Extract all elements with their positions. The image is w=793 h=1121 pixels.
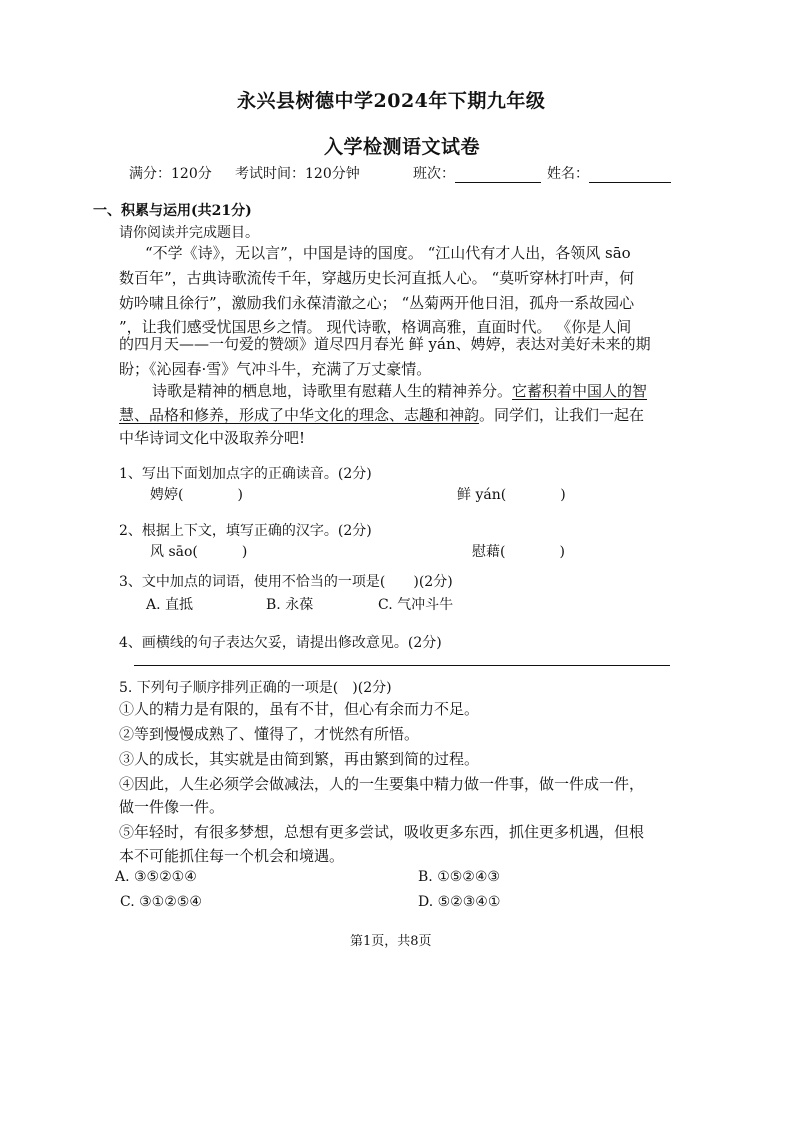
full-score: 满分：120分 bbox=[129, 166, 212, 182]
section-instruction: 请你阅读并完成题目。 bbox=[119, 225, 259, 241]
class-label: 班次： bbox=[413, 166, 455, 182]
q5-sentence-3: ③人的成长，其实就是由简到繁，再由繁到简的过程。 bbox=[119, 750, 480, 768]
underlined-sentence: 慧、品格和修养，形成了中华文化的理念、志趣和神韵 bbox=[119, 406, 480, 424]
q2-item-a: 风 sāo( ) bbox=[150, 544, 248, 560]
passage-line: 数百年”，古典诗歌流传千年，穿越历史长河直抵人心。 “莫听穿林打叶声，何 bbox=[119, 269, 635, 287]
q4-answer-line[interactable] bbox=[134, 665, 670, 666]
q3-stem: 3、文中加点的词语，使用不恰当的一项是( )(2分) bbox=[119, 574, 453, 590]
q5-sentence-5: ⑤年轻时，有很多梦想，总想有更多尝试，吸收更多东西，抓住更多机遇，但根 bbox=[119, 823, 645, 841]
section-heading: 一、积累与运用(共21分) bbox=[93, 203, 252, 219]
class-field bbox=[413, 163, 541, 183]
q3-option-a[interactable]: A. 直抵 bbox=[146, 597, 194, 613]
exam-title-line2: 入学检测语文试卷 bbox=[324, 136, 481, 158]
q1-item-b: 鲜 yán( ) bbox=[457, 487, 566, 503]
q5-option-c[interactable]: C. ③①②⑤④ bbox=[120, 894, 202, 910]
q3-option-b[interactable]: B. 永葆 bbox=[266, 597, 314, 613]
q5-option-a[interactable]: A. ③⑤②①④ bbox=[115, 869, 197, 885]
passage-line: 中华诗词文化中汲取养分吧! bbox=[119, 429, 306, 447]
passage-line: 盼；《沁园春·雪》气冲斗牛，充满了万丈豪情。 bbox=[119, 360, 432, 378]
passage-line: 的四月天——一句爱的赞颂》道尽四月春光 鲜 yán、娉婷，表达对美好未来的期 bbox=[119, 335, 651, 353]
q1-item-a: 娉婷( ) bbox=[150, 487, 243, 503]
passage-line: 妨吟啸且徐行”，激励我们永葆清澈之心； “丛菊两开他日泪，孤舟一系故园心 bbox=[119, 294, 635, 312]
passage-line: ”，让我们感受忧国思乡之情。 现代诗歌，格调高雅，直面时代。 《你是人间 bbox=[119, 318, 632, 336]
q2-item-b: 慰藉( ) bbox=[472, 544, 565, 560]
name-blank[interactable] bbox=[589, 168, 671, 183]
passage-text: 诗歌是精神的栖息地，诗歌里有慰藉人生的精神养分。 bbox=[152, 382, 513, 400]
q5-sentence-5-cont: 本不可能抓住每一个机会和境遇。 bbox=[119, 847, 345, 865]
name-field bbox=[547, 163, 671, 183]
name-label: 姓名： bbox=[547, 166, 589, 182]
q5-sentence-2: ②等到慢慢成熟了、懂得了，才恍然有所悟。 bbox=[119, 725, 420, 743]
q3-option-c[interactable]: C. 气冲斗牛 bbox=[378, 597, 454, 613]
q5-sentence-4-cont: 做一件像一件。 bbox=[119, 798, 225, 816]
passage-p2-line2 bbox=[119, 404, 644, 425]
q5-option-d[interactable]: D. ⑤②③④① bbox=[418, 894, 501, 910]
passage-line: “不学《诗》，无以言”，中国是诗的国度。 “江山代有才人出，各领风 sāo bbox=[145, 244, 631, 262]
q5-stem: 5. 下列句子顺序排列正确的一项是( )(2分) bbox=[119, 680, 392, 696]
q4-stem: 4、画横线的句子表达欠妥，请提出修改意见。(2分) bbox=[119, 635, 442, 651]
q1-stem: 1、写出下面划加点字的正确读音。(2分) bbox=[119, 466, 372, 482]
q5-sentence-4: ④因此，人生必须学会做减法，人的一生要集中精力做一件事，做一件成一件， bbox=[119, 775, 645, 793]
exam-title-line1: 永兴县树德中学2024年下期九年级 bbox=[237, 90, 546, 112]
underlined-sentence: 它蓄积着中国人的智 bbox=[512, 382, 648, 400]
page-footer: 第1页，共8页 bbox=[350, 934, 432, 949]
passage-p2-line1 bbox=[152, 380, 647, 401]
exam-time: 考试时间：120分钟 bbox=[235, 166, 360, 182]
q5-sentence-1: ①人的精力是有限的，虽有不甘，但心有余而力不足。 bbox=[119, 700, 480, 718]
class-blank[interactable] bbox=[455, 168, 541, 183]
q5-option-b[interactable]: B. ①⑤②④③ bbox=[418, 869, 500, 885]
passage-text: 。同学们，让我们一起在 bbox=[479, 406, 645, 424]
q2-stem: 2、根据上下文，填写正确的汉字。(2分) bbox=[119, 523, 372, 539]
